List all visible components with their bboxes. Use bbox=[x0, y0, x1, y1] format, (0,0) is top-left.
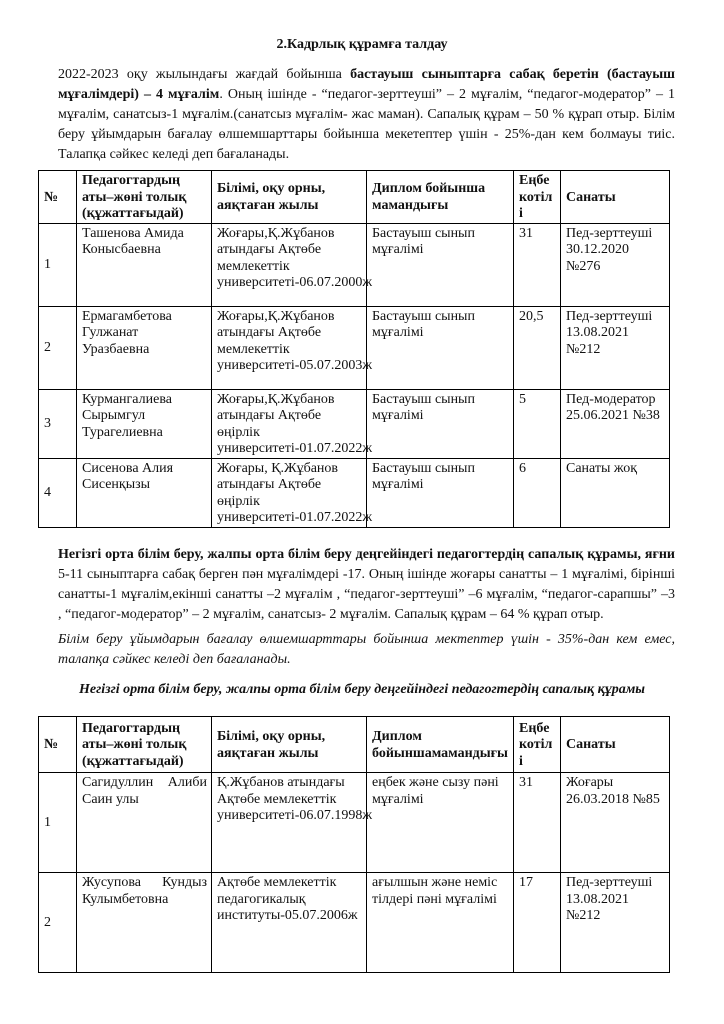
cell-category: Пед-зерттеуші 30.12.2020 №276 bbox=[561, 223, 670, 306]
criteria-paragraph: Білім беру ұйымдарын бағалау өлшемшарттары бойынша мектептер үшін - 35%-дан кем емес, талапқа сәйкес келеді деп бағаланады. bbox=[58, 632, 675, 667]
cell-education: Жоғары, Қ.Жұбанов атындағы Ақтөбе өңірлік университеті-01.07.2022ж bbox=[212, 458, 367, 527]
secondary-text: 5-11 сыныптарға сабақ берген пән мұғалімдері -17. Оның ішінде жоғары санатты – 1 мұғалімі, бірінші санатты-1 мұғалім,екінші санатты –2 мұғалім , “педагог-зерттеуші” –6 мұғалім, “педагог-сарапшы” –3 , “педагог-модератор” – 2 мұғалім, санатсыз- 2 мұғалім. Сапалық құрам – 64 % құрап отыр. bbox=[58, 567, 675, 622]
intro-bold-text: бастауыш сыныптарға сабақ беретін (бастауыш мұғалімдері) – 4 мұғалім bbox=[58, 67, 675, 102]
col-header-category: Санаты bbox=[561, 171, 670, 224]
cell-num: 4 bbox=[39, 458, 77, 527]
intro-paragraph bbox=[58, 65, 675, 165]
cell-experience: 6 bbox=[514, 458, 561, 527]
cell-category: Жоғары 26.03.2018 №85 bbox=[561, 773, 670, 873]
table-row bbox=[39, 306, 670, 389]
table-row bbox=[39, 773, 670, 873]
cell-num: 1 bbox=[39, 773, 77, 873]
cell-name: Сагидуллин Алиби Саин улы bbox=[77, 773, 212, 873]
col-header-name: Педагогтардың аты–жөні толық (құжаттағыдай) bbox=[77, 171, 212, 224]
cell-education: Жоғары,Қ.Жұбанов атындағы Ақтөбе мемлекеттік университеті-06.07.2000ж bbox=[212, 223, 367, 306]
cell-name: Жусупова Кундыз Кулымбетовна bbox=[77, 873, 212, 973]
cell-education: Ақтөбе мемлекеттік педагогикалық институты-05.07.2006ж bbox=[212, 873, 367, 973]
col-header-education: Білімі, оқу орны, аяқтаған жылы bbox=[212, 717, 367, 773]
cell-education: Жоғары,Қ.Жұбанов атындағы Ақтөбе өңірлік университеті-01.07.2022ж bbox=[212, 389, 367, 458]
cell-diploma: еңбек және сызу пәні мұғалімі bbox=[367, 773, 514, 873]
cell-num: 2 bbox=[39, 873, 77, 973]
col-header-experience: Еңбе котіл і bbox=[514, 717, 561, 773]
cell-experience: 5 bbox=[514, 389, 561, 458]
col-header-num: № bbox=[39, 171, 77, 224]
col-header-experience: Еңбе котіл і bbox=[514, 171, 561, 224]
table-header-row bbox=[39, 717, 670, 773]
cell-name: Курмангалиева Сырымгул Турагелиевна bbox=[77, 389, 212, 458]
cell-experience: 31 bbox=[514, 223, 561, 306]
cell-name: Ермагамбетова Гулжанат Уразбаевна bbox=[77, 306, 212, 389]
cell-num: 3 bbox=[39, 389, 77, 458]
cell-num: 2 bbox=[39, 306, 77, 389]
col-header-education: Білімі, оқу орны, аяқтаған жылы bbox=[212, 171, 367, 224]
cell-num: 1 bbox=[39, 223, 77, 306]
table-header-row bbox=[39, 171, 670, 224]
col-header-diploma: Диплом бойынша мамандығы bbox=[367, 171, 514, 224]
intro-text-1: 2022-2023 оқу жылындағы жағдай бойынша bbox=[58, 67, 351, 82]
cell-experience: 20,5 bbox=[514, 306, 561, 389]
cell-experience: 17 bbox=[514, 873, 561, 973]
cell-category: Пед-модератор 25.06.2021 №38 bbox=[561, 389, 670, 458]
secondary-table-heading: Негізгі орта білім беру, жалпы орта білім беру деңгейіндегі педагогтердің сапалық құрамы bbox=[78, 682, 646, 697]
secondary-quality-paragraph bbox=[58, 545, 675, 625]
table-row bbox=[39, 873, 670, 973]
section-title: 2.Кадрлық құрамға талдау bbox=[276, 37, 448, 52]
table-row bbox=[39, 458, 670, 527]
secondary-teachers-table bbox=[38, 716, 670, 973]
cell-category: Пед-зерттеуші 13.08.2021 №212 bbox=[561, 873, 670, 973]
cell-name: Сисенова Алия Сисенқызы bbox=[77, 458, 212, 527]
table-row bbox=[39, 389, 670, 458]
cell-name: Ташенова Амида Конысбаевна bbox=[77, 223, 212, 306]
cell-diploma: Бастауыш сынып мұғалімі bbox=[367, 223, 514, 306]
table-row bbox=[39, 223, 670, 306]
cell-diploma: Бастауыш сынып мұғалімі bbox=[367, 306, 514, 389]
col-header-name: Педагогтардың аты–жөні толық (құжаттағыдай) bbox=[77, 717, 212, 773]
cell-experience: 31 bbox=[514, 773, 561, 873]
cell-diploma: Бастауыш сынып мұғалімі bbox=[367, 458, 514, 527]
cell-education: Жоғары,Қ.Жұбанов атындағы Ақтөбе мемлекеттік университеті-05.07.2003ж bbox=[212, 306, 367, 389]
cell-category: Санаты жоқ bbox=[561, 458, 670, 527]
col-header-diploma: Диплом бойыншамамандығы bbox=[367, 717, 514, 773]
col-header-category: Санаты bbox=[561, 717, 670, 773]
col-header-num: № bbox=[39, 717, 77, 773]
primary-teachers-table bbox=[38, 170, 670, 528]
cell-diploma: Бастауыш сынып мұғалімі bbox=[367, 389, 514, 458]
cell-education: Қ.Жұбанов атындағы Ақтөбе мемлекеттік университеті-06.07.1998ж bbox=[212, 773, 367, 873]
intro-text-2: . Оның ішінде - “педагог-зерттеуші” – 2 мұғалім, “педагог-модератор” – 1 мұғалім, санатсыз-1 мұғалім.(санатсыз мұғалім- жас маман). Сапалық құрам – 50 % құрап отыр. Білім беру ұйымдарын бағалау өлшемшарттары бойынша мекетептер үшін - 25%-дан кем болмауы тиіс. Талапқа сәйкес келеді деп бағаланады. bbox=[58, 87, 675, 162]
cell-category: Пед-зерттеуші 13.08.2021 №212 bbox=[561, 306, 670, 389]
secondary-bold-text: Негізгі орта білім беру, жалпы орта білім беру деңгейіндегі педагогтердің сапалық құрамы, яғни bbox=[58, 547, 675, 562]
cell-diploma: ағылшын және неміс тілдері пәні мұғалімі bbox=[367, 873, 514, 973]
